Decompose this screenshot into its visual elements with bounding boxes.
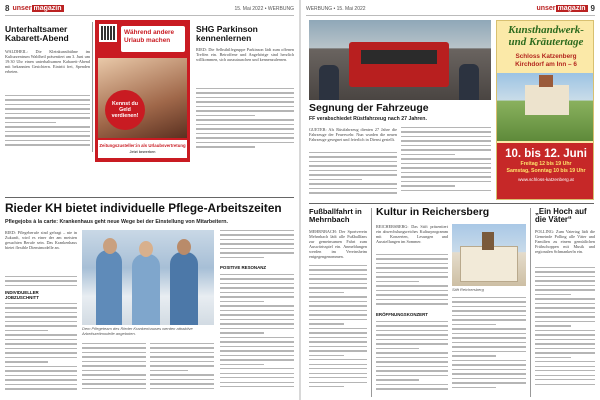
pflege-lead-text: RIED: Pflegeberufe sind gefragt – nie in Zukunft, wird es einer der am meisten gesuchten Berufe sein. Das Krankenhaus bietet flexible Dienstmodelle an. [5, 230, 77, 251]
vaeter-body-lines [535, 267, 595, 397]
vaeter-lead-text: POLLING: Zum Vatertag lädt die Gemeinde Polling alle Väter und Familien zu einem gemütlichen Frühschoppen mit Musik und regionalen Schmankerln ein. [535, 229, 595, 255]
ad-url[interactable]: www.schloss-katzenberg.at [518, 177, 574, 182]
ad-footer: Zeitungszusteller:in als Urlaubsvertretung Jetzt bewerben [98, 140, 187, 158]
stift-tower [482, 232, 494, 250]
ad-dates: 10. bis 12. Juni [505, 148, 587, 160]
pflege-photo-caption: Dem Pflegeteam des Rieder Krankenhauses werden attraktive Arbeitszeitmodelle angeboten. [82, 326, 193, 336]
person-figure [459, 64, 479, 100]
pflege-body-lines-5 [220, 274, 294, 397]
pflege-title: Rieder KH bietet individuelle Pflege-Arbeitszeiten [5, 201, 282, 215]
qr-code-icon[interactable] [99, 24, 117, 42]
stift-photo [452, 224, 526, 286]
kultur-body-lines-2 [376, 321, 448, 397]
section-divider [309, 203, 594, 204]
nurse-figure-1 [96, 250, 122, 325]
pflege-body-lines-1a [5, 276, 77, 288]
ad-headline: Kunsthandwerk- und Kräutertage [508, 24, 584, 48]
feuerwehr-body-lines-2 [401, 127, 491, 198]
ad-headline: Während andere Urlaub machen [121, 26, 185, 52]
left-page [0, 0, 299, 400]
shg-title: SHG Parkinson kennenlernen [196, 24, 258, 43]
recruitment-ad[interactable] [95, 20, 190, 162]
ad-circle-badge: Kennst du Geld verdienen! [105, 90, 145, 130]
castle-roof [539, 75, 553, 87]
fire-truck-photo [309, 20, 491, 100]
pflege-subtitle: Pflegejobs à la carte: Krankenhaus geht neue Wege bei der Einstellung von Mitarbeitern. [5, 219, 229, 225]
feuerwehr-body-lines-1 [309, 152, 397, 198]
person-figure [319, 65, 339, 100]
kultur-body-lines-1 [376, 254, 448, 309]
date-line: 15. Mai 2022 • WERBUNG [234, 5, 294, 12]
pflege-subhead-1: INDIVIDUELLER JOBZUSCHNITT [5, 290, 39, 300]
column-divider [371, 208, 372, 397]
shg-body-lines [196, 88, 294, 153]
shg-text: RIED: Die Selbsthilfegruppe Parkinson lädt zum offenen Treffen ein. Betroffene und Angehörige sind herzlich willkommen, sich auszutauschen und kennenzulernen. [196, 47, 294, 63]
nurse-head-2 [139, 241, 153, 257]
nurse-head-3 [177, 239, 191, 255]
pflege-photo [82, 230, 214, 325]
ad-date-box [497, 143, 594, 199]
feuerwehr-lead-text: GUETER: Als Rüstfahrzeug dienten 27 Jahre die Fahrzeuge der Feuerwehr. Nun wurden die neuen Fahrzeuge gesegnet und feierlich in Dienst gestellt. [309, 127, 397, 143]
feuerwehr-title: Segnung der Fahrzeuge [309, 102, 429, 114]
magazine-logo: unser magazin [536, 5, 586, 12]
nurse-figure-2 [132, 254, 160, 325]
ad-location: Schloss Katzenberg Kirchdorf am Inn – 6 [515, 53, 577, 68]
vaeter-title: „Ein Hoch auf die Väter“ [535, 207, 587, 225]
kabarett-body-lines [5, 95, 90, 150]
right-page-header [306, 2, 595, 16]
ad-times-1: Freitag 12 bis 19 Uhr [520, 161, 572, 167]
kultur-body-lines-3 [452, 297, 526, 397]
castle-photo [497, 73, 594, 141]
pflege-body-lines-2 [82, 343, 146, 397]
page-number: 9 [590, 4, 595, 13]
fire-truck [349, 42, 449, 87]
kabarett-text: WALDHEIL: Die Kleinkunstbühne im Kulturzentrum Waldheil präsentiert am 3. Juni um 19:30 Uhr einen unterhaltsamen Kabarett-Abend mit bekannten Gesichtern. Eintritt frei, Spenden erbeten. [5, 49, 90, 75]
pflege-subhead-2: POSITIVE RESONANZ [220, 265, 267, 270]
stift-building [460, 246, 518, 282]
section-divider [5, 197, 294, 198]
pflege-body-lines-4 [220, 230, 294, 262]
kultur-subhead: ERÖFFNUNGSKONZERT [376, 312, 428, 317]
page-number: 8 [5, 4, 10, 13]
pflege-body-lines-1 [5, 303, 77, 397]
magazine-logo: unser magazin [12, 5, 62, 12]
pflege-body-lines-3 [150, 343, 214, 397]
kraeutertage-ad[interactable] [496, 20, 594, 200]
nurse-figure-3 [170, 252, 198, 325]
kultur-lead-text: REICHERSBERG: Das Stift präsentiert ein abwechslungsreiches Kulturprogramm mit Konzerten, Lesungen und Ausstellungen im Sommer. [376, 224, 448, 245]
nurse-head-1 [103, 238, 117, 254]
right-page [301, 0, 600, 400]
feuerwehr-subtitle: FF verabschiedet Rüstfahrzeug nach 27 Jahren. [309, 116, 427, 122]
kultur-title: Kultur in Reichersberg [376, 206, 490, 218]
left-page-header [5, 2, 294, 16]
fussball-lead-text: MEHRNBACH: Der Sportverein Mehrnbach lädt alle Fußballfans zur gemeinsamen Fahrt zum Auswärtsspiel ein. Anmeldungen werden im Vereinsheim entgegengenommen. [309, 229, 367, 260]
date-line: WERBUNG • 15. Mai 2022 [306, 5, 366, 12]
truck-windshield [361, 50, 437, 64]
column-divider [92, 22, 93, 152]
fussball-title: Fußballfahrt in Mehrnbach [309, 207, 362, 224]
kabarett-title: Unterhaltsamer Kabarett-Abend [5, 24, 69, 43]
stift-photo-caption: Stift Reichersberg [452, 287, 484, 292]
castle-building [525, 85, 569, 115]
fussball-body-lines [309, 265, 367, 397]
ad-times-2: Samstag, Sonntag 10 bis 19 Uhr [506, 168, 586, 174]
column-divider [530, 208, 531, 397]
